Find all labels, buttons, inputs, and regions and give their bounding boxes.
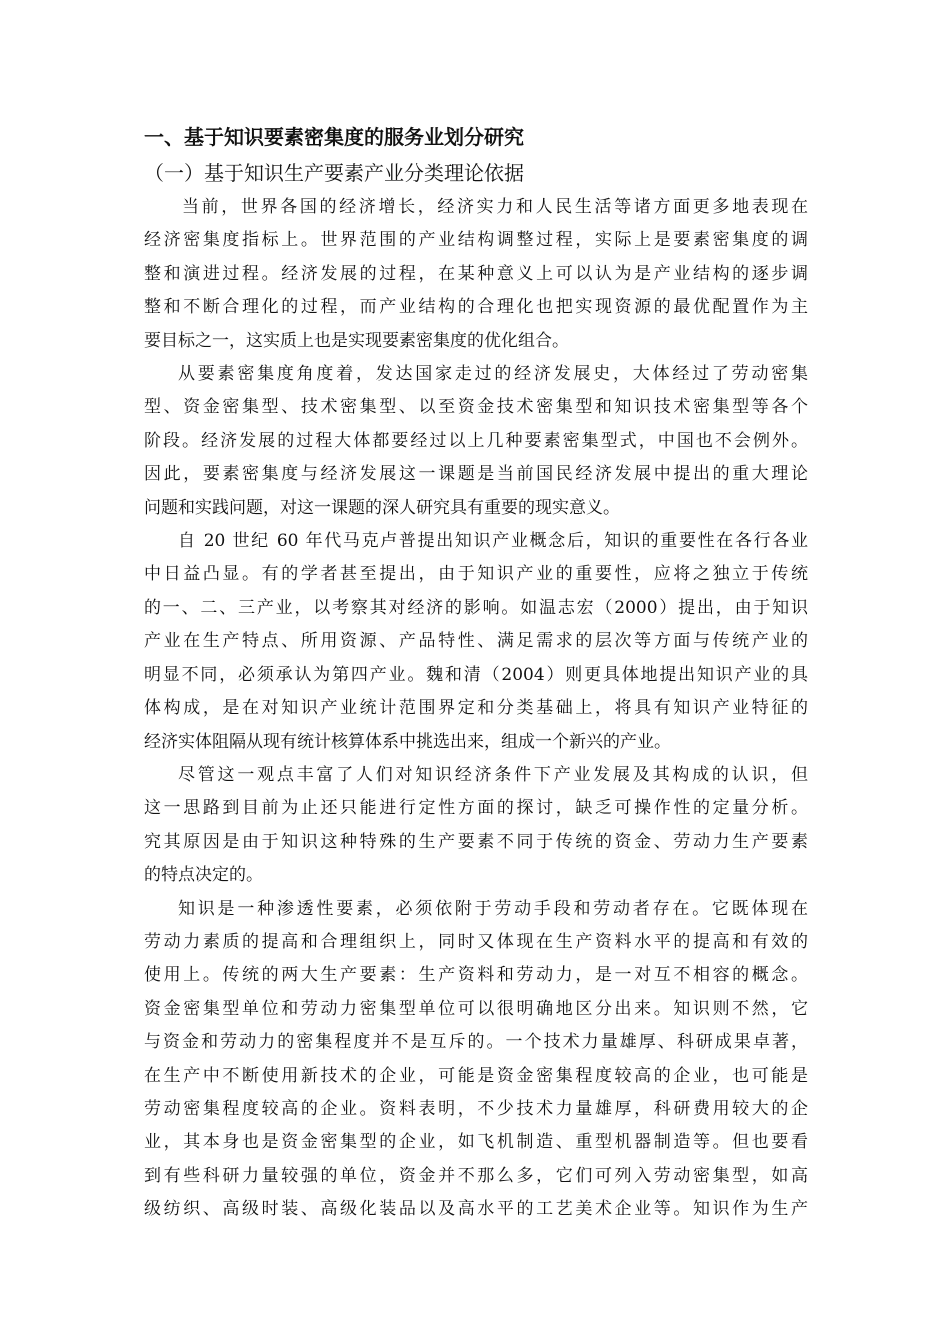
text-line: 劳动力素质的提高和合理组织上，同时又体现在生产资料水平的提高和有效的 bbox=[144, 931, 808, 952]
text-line: 的一、二、三产业，以考察其对经济的影响。如温志宏（2000）提出，由于知识 bbox=[144, 597, 808, 618]
subsection-heading: （一）基于知识生产要素产业分类理论依据 bbox=[144, 161, 524, 185]
text-line: 究其原因是由于知识这种特殊的生产要素不同于传统的资金、劳动力生产要素 bbox=[144, 831, 808, 852]
section-heading: 一、基于知识要素密集度的服务业划分研究 bbox=[144, 125, 524, 149]
paragraph-3 bbox=[144, 525, 808, 759]
text-line: 中日益凸显。有的学者甚至提出，由于知识产业的重要性，应将之独立于传统 bbox=[144, 564, 808, 585]
text-line: 级纺织、高级时装、高级化装品以及高水平的工艺美术企业等。知识作为生产 bbox=[144, 1199, 808, 1220]
text-line: 从要素密集度角度着，发达国家走过的经济发展史，大体经过了劳动密集 bbox=[178, 364, 808, 385]
text-line: 当前，世界各国的经济增长，经济实力和人民生活等诸方面更多地表现在 bbox=[182, 197, 808, 217]
text-line: 使用上。传统的两大生产要素：生产资料和劳动力，是一对互不相容的概念。 bbox=[144, 965, 808, 986]
text-line: 的特点决定的。 bbox=[144, 865, 263, 886]
text-line: 明显不同，必须承认为第四产业。魏和清（2004）则更具体地提出知识产业的具 bbox=[144, 664, 808, 685]
text-line: 经济实体阻隔从现有统计核算体系中挑选出来，组成一个新兴的产业。 bbox=[144, 731, 671, 752]
text-line: 与资金和劳动力的密集程度并不是互斥的。一个技术力量雄厚、科研成果卓著， bbox=[144, 1032, 808, 1053]
text-line: 尽管这一观点丰富了人们对知识经济条件下产业发展及其构成的认识，但 bbox=[178, 764, 808, 785]
paragraph-2 bbox=[144, 358, 808, 525]
text-line: 型、资金密集型、技术密集型、以至资金技术密集型和知识技术密集型等各个 bbox=[144, 397, 808, 418]
text-line: 整和演进过程。经济发展的过程，在某种意义上可以认为是产业结构的逐步调 bbox=[144, 263, 808, 284]
text-line: 阶段。经济发展的过程大体都要经过以上几种要素密集型式，中国也不会例外。 bbox=[144, 430, 808, 451]
text-line: 自 20 世纪 60 年代马克卢普提出知识产业概念后，知识的重要性在各行各业 bbox=[178, 531, 808, 552]
text-line: 在生产中不断使用新技术的企业，可能是资金密集程度较高的企业，也可能是 bbox=[144, 1065, 808, 1086]
text-line: 劳动密集程度较高的企业。资料表明，不少技术力量雄厚，科研费用较大的企 bbox=[144, 1098, 808, 1119]
paragraph-1 bbox=[144, 191, 808, 358]
text-line: 这一思路到目前为止还只能进行定性方面的探讨，缺乏可操作性的定量分析。 bbox=[144, 798, 808, 819]
text-line: 体构成，是在对知识产业统计范围界定和分类基础上，将具有知识产业特征的 bbox=[144, 698, 808, 719]
text-line: 要目标之一，这实质上也是实现要素密集度的优化组合。 bbox=[144, 330, 569, 351]
text-line: 因此，要素密集度与经济发展这一课题是当前国民经济发展中提出的重大理论 bbox=[144, 464, 808, 485]
text-line: 资金密集型单位和劳动力密集型单位可以很明确地区分出来。知识则不然，它 bbox=[144, 998, 808, 1019]
document-page bbox=[144, 121, 808, 1227]
text-line: 产业在生产特点、所用资源、产品特性、满足需求的层次等方面与传统产业的 bbox=[144, 631, 808, 652]
text-line: 经济密集度指标上。世界范围的产业结构调整过程，实际上是要素密集度的调 bbox=[144, 230, 808, 251]
paragraph-4 bbox=[144, 759, 808, 893]
paragraph-5 bbox=[144, 893, 808, 1227]
text-line: 整和不断合理化的过程，而产业结构的合理化也把实现资源的最优配置作为主 bbox=[144, 297, 808, 318]
text-line: 到有些科研力量较强的单位，资金并不那么多，它们可列入劳动密集型，如高 bbox=[144, 1165, 808, 1186]
text-line: 知识是一种渗透性要素，必须依附于劳动手段和劳动者存在。它既体现在 bbox=[178, 898, 808, 919]
text-line: 业，其本身也是资金密集型的企业，如飞机制造、重型机器制造等。但也要看 bbox=[144, 1132, 808, 1153]
text-line: 问题和实践问题，对这一课题的深人研究具有重要的现实意义。 bbox=[144, 497, 620, 518]
